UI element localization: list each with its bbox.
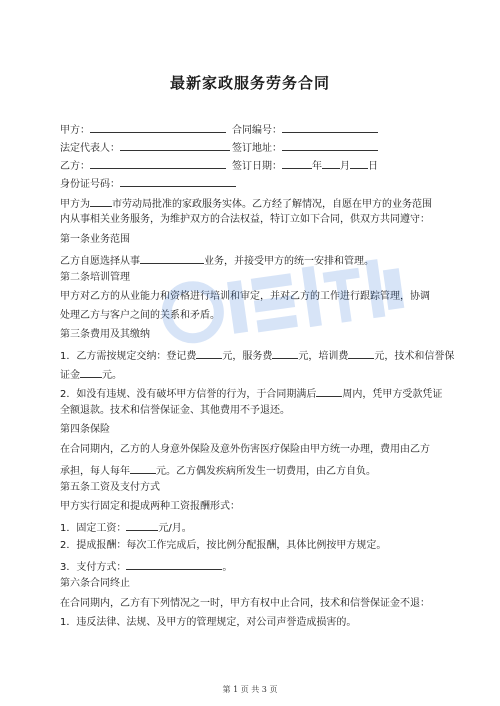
- article-text: 承担，每人每年: [60, 466, 130, 477]
- legal-rep-label: 法定代表人：: [60, 143, 120, 154]
- contract-no-blank: [282, 121, 378, 133]
- article-3-item-1-cont: [60, 366, 122, 383]
- article-2-line-1: 甲方对乙方的从业能力和资格进行培训和审定，并对乙方的工作进行跟踪管理，协调: [60, 291, 430, 302]
- sign-place-row: [232, 139, 378, 156]
- document-title: 最新家政服务劳务合同: [169, 74, 330, 92]
- party-b-label: 乙方：: [60, 161, 90, 172]
- sign-place-label: 签订地址：: [232, 143, 282, 154]
- article-text: 元/月。: [158, 523, 192, 534]
- article-text: 业务，并接受甲方的统一安排和管理。: [204, 256, 374, 267]
- article-text: 乙方自愿选择从事: [60, 256, 140, 267]
- watermark-stroke-2: [251, 273, 292, 290]
- watermark-stroke-9: [383, 268, 404, 310]
- watermark-stroke-4: [257, 315, 298, 332]
- year-label: 年: [312, 161, 322, 172]
- article-2-line-2: 处理乙方与客户之间的关系和矛盾。: [60, 310, 220, 321]
- article-text: 1．固定工资：: [60, 523, 127, 534]
- year-blank: [282, 157, 312, 169]
- watermark-stroke-5: [302, 266, 322, 327]
- article-text: 周内，凭甲方受款凭证: [342, 389, 443, 400]
- article-5-item-2: 2．提成报酬：每次工作完成后，按比例分配报酬，具体比例按甲方规定。: [60, 540, 387, 551]
- fee-blank: [348, 347, 374, 359]
- article-1-heading: 第一条业务范围: [60, 234, 130, 245]
- article-text: 1．乙方需按规定交纳：登记费: [60, 351, 197, 362]
- party-b-row: [60, 157, 226, 174]
- article-text: 元，培训费: [298, 351, 349, 362]
- sign-place-blank: [282, 139, 378, 151]
- salary-blank: [126, 519, 158, 531]
- article-text: 证金: [60, 370, 80, 381]
- article-4-line-1: 在合同期内，乙方的人身意外保险及意外伤害医疗保险由甲方统一办理，费用由乙方: [60, 444, 430, 455]
- legal-rep-blank: [120, 139, 230, 151]
- article-text: 3．支付方式：: [60, 562, 127, 573]
- article-6-line-1: 在合同期内，乙方有下列情况之一时，甲方有权中止合同，技术和信誉保证金不退：: [60, 598, 430, 609]
- contract-no-row: [232, 121, 378, 138]
- business-blank: [140, 252, 204, 264]
- article-text: 元。乙方偶发疾病所发生一切费用，由乙方自负。: [156, 466, 376, 477]
- watermark-stroke-1: [227, 280, 248, 333]
- page-footer: 第 1 页 共 3 页: [222, 685, 278, 694]
- article-3-item-1: [60, 347, 454, 364]
- article-6-item-1: 1．违反法律、法规、及甲方的管理规定，对公司声誉造成损害的。: [60, 617, 357, 628]
- article-text: 元，服务费: [222, 351, 273, 362]
- article-text: 。: [222, 562, 233, 573]
- article-2-heading: 第二条培训管理: [60, 272, 130, 283]
- intro-line-1: [60, 195, 432, 212]
- day-blank: [350, 157, 368, 169]
- article-6-heading: 第六条合同终止: [60, 578, 130, 589]
- article-5-heading: 第五条工资及支付方式: [60, 482, 160, 493]
- sign-date-row: [232, 157, 378, 174]
- intro-text: 市劳动局批准的家政服务实体。乙方经了解情况，自愿在甲方的业务范围: [112, 199, 432, 210]
- party-a-label: 甲方：: [60, 125, 90, 136]
- id-no-label: 身份证号码：: [60, 179, 120, 190]
- city-blank: [90, 195, 112, 207]
- fee-blank: [272, 347, 298, 359]
- watermark-stroke-8: [365, 259, 385, 318]
- legal-rep-row: [60, 139, 230, 156]
- fee-blank: [80, 366, 102, 378]
- article-5-item-1: [60, 519, 192, 536]
- id-no-row: [60, 175, 236, 192]
- intro-line-2: 内从事相关业务服务，为维护双方的合法权益，特订立如下合同，供双方共同遵守：: [60, 214, 430, 225]
- article-5-item-3: [60, 558, 232, 575]
- article-text: 元，技术和信誉保: [374, 351, 455, 362]
- article-3-item-2-cont: 全额退款。技术和信誉保证金、其他费用不予退还。: [60, 405, 290, 416]
- contract-no-label: 合同编号：: [232, 125, 282, 136]
- month-blank: [322, 157, 340, 169]
- id-no-blank: [120, 175, 236, 187]
- article-3-item-2: [60, 385, 442, 402]
- article-text: 元。: [102, 370, 122, 381]
- article-4-heading: 第四条保险: [60, 424, 110, 435]
- party-b-blank: [90, 157, 226, 169]
- watermark-stroke-3: [254, 295, 295, 312]
- intro-text: 甲方为: [60, 199, 90, 210]
- article-3-heading: 第三条费用及其缴纳: [60, 329, 150, 340]
- article-4-line-2: [60, 462, 376, 479]
- premium-blank: [130, 462, 156, 474]
- party-a-row: [60, 121, 226, 138]
- month-label: 月: [340, 161, 350, 172]
- article-5-line-1: 甲方实行固定和提成两种工资报酬形式：: [60, 501, 240, 512]
- watermark-ring-icon: [163, 283, 222, 342]
- party-a-blank: [90, 121, 226, 133]
- payment-method-blank: [126, 558, 222, 570]
- article-text: 2．如没有违规、没有破坏甲方信誉的行为，于合同期满后: [60, 389, 317, 400]
- day-label: 日: [368, 161, 378, 172]
- weeks-blank: [316, 385, 342, 397]
- sign-date-label: 签订日期：: [232, 161, 282, 172]
